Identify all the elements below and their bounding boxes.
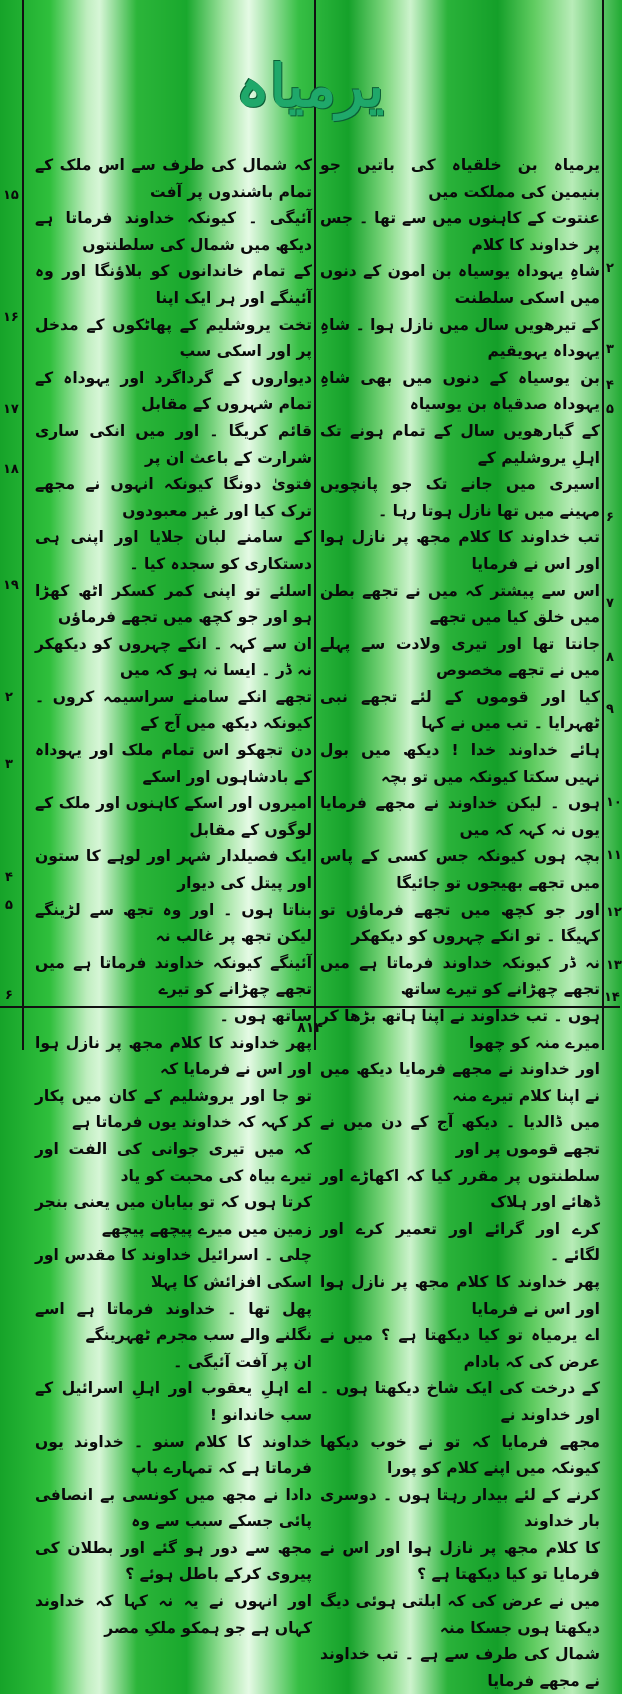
text-line: سلطنتوں پر مقرر کیا کہ اکھاڑے اور ڈھائے اور ہلاک [320,1166,600,1212]
text-line: دن تجھکو اس تمام ملک اور یہوداہ کے بادشاہوں اور اسکے [35,741,312,786]
text-line: شاہِ یہوداہ یوسیاہ بن امون کے دنوں میں اسکی سلطنت [320,262,600,307]
text-line: مجھ سے دور ہو گئے اور بطلان کی پیروی کرکے باطل ہوئے ؟ [35,1538,312,1584]
text-line: ان سے کہہ ۔ انکے چہروں کو دیکھکر نہ ڈر ۔ ایسا نہ ہو کہ میں [35,634,312,680]
text-line: میں نے عرض کی کہ ابلتی ہوئی دیگ دیکھتا ہوں جسکا منہ [320,1592,600,1637]
verse-number: ۲ [5,690,13,705]
right-border-line [602,0,604,1050]
verse-number: ۱۲ [606,905,622,920]
text-line: امیروں اور اسکے کاہنوں اور ملک کے لوگوں کے مقابل [35,794,312,839]
text-line: بن یوسیاہ کے دنوں میں بھی شاہِ یہوداہ صدقیاہ بن یوسیاہ [320,368,600,414]
verse-number: ۴ [606,378,614,393]
text-line: شمال کی طرف سے ہے ۔ تب خداوند نے مجھے فرمایا [320,1645,600,1690]
text-line: تجھے انکے سامنے سراسیمہ کروں ۔ کیونکہ دیکھ میں آج کے [35,687,312,733]
text-line: مجھے فرمایا کہ تو نے خوب دیکھا کیونکہ میں اپنے کلام کو پورا [320,1432,600,1478]
verse-number: ۳ [606,342,614,357]
right-text-column [320,152,600,1694]
text-line: پھر خداوند کا کلام مجھ پر نازل ہوا اور اس نے فرمایا [320,1272,600,1318]
text-line: اور خداوند نے مجھے فرمایا دیکھ میں نے اپنا کلام تیرے منہ [320,1060,600,1105]
text-line: کیا اور قوموں کے لئے تجھے نبی ٹھہرایا ۔ تب میں نے کہا [320,687,600,733]
text-line: کرنے کے لئے بیدار رہتا ہوں ۔ دوسری بار خداوند [320,1485,600,1531]
text-line: یرمیاہ بن خلقیاہ کی باتیں جو بنیمین کی مملکت میں [320,156,600,201]
text-line: دادا نے مجھ میں کونسی بے انصافی پائی جسکے سبب سے وہ [35,1485,312,1531]
book-title: یرمیاہ [235,52,385,120]
text-line: اے اہلِ یعقوب اور اہلِ اسرائیل کے سب خاندانو ! [35,1379,312,1424]
text-line: اس سے پیشتر کہ میں نے تجھے بطن میں خلق کیا میں تجھے [320,581,600,627]
text-line: بچہ ہوں کیونکہ جس کسی کے پاس میں تجھے بھیجوں تو جائیگا [320,847,600,893]
left-text-column [35,152,312,1641]
verse-number: ۶ [5,988,13,1003]
text-line: اے یرمیاہ تو کیا دیکھتا ہے ؟ میں نے عرض کی کہ بادام [320,1326,600,1371]
verse-number: ۹ [606,702,614,717]
text-line: خداوند کا کلام سنو ۔ خداوند یوں فرماتا ہے کہ تمہارے باپ [35,1432,312,1478]
text-line: چلی ۔ اسرائیل خداوند کا مقدس اور اسکی افزائش کا پہلا [35,1246,312,1291]
text-line: دیواروں کے گرداگرد اور یہوداہ کے تمام شہروں کے مقابل [35,368,312,414]
text-line: پھل تھا ۔ خداوند فرماتا ہے اسے نگلنے والے سب مجرم ٹھہرینگے [35,1299,312,1345]
text-line: تو جا اور یروشلیم کے کان میں پکار کر کہہ کہ خداوند یوں فرماتا ہے [35,1086,312,1132]
text-line: ہائے خداوند خدا ! دیکھ میں بول نہیں سکتا کیونکہ میں تو بچہ [320,741,600,786]
text-line: میں ڈالدیا ۔ دیکھ آج کے دن میں نے تجھے قوموں پر اور [320,1113,600,1158]
verse-number: ۱۳ [606,958,622,973]
text-line: نہ ڈر کیونکہ خداوند فرماتا ہے میں تجھے چھڑانے کو تیرے ساتھ [320,953,600,999]
text-line: ہوں ۔ تب خداوند نے اپنا ہاتھ بڑھا کر میرے منہ کو چھوا [320,1007,600,1052]
text-line: ایک فصیلدار شہر اور لوہے کا ستون اور پیتل کی دیوار [35,847,312,893]
text-line: ساتھ ہوں ۔ [219,1007,312,1025]
verse-number: ۱۰ [606,795,622,810]
text-line: تخت یروشلیم کے پھاٹکوں کے مدخل پر اور اسکی سب [35,315,312,361]
text-line: عنتوت کے کاہنوں میں سے تھا ۔ جس پر خداوند کا کلام [320,209,600,254]
text-line: کا کلام مجھ پر نازل ہوا اور اس نے فرمایا تو کیا دیکھتا ہے ؟ [320,1538,600,1584]
text-line: تب خداوند کا کلام مجھ پر نازل ہوا اور اس نے فرمایا [320,528,600,573]
text-line: اسلئے تو اپنی کمر کسکر اٹھ کھڑا ہو اور جو کچھ میں تجھے فرماؤں [35,581,312,627]
verse-number: ۱۴ [604,990,620,1005]
text-line: قائم کریگا ۔ اور میں انکی ساری شرارت کے باعث ان پر [35,421,312,467]
column-divider-line [314,0,316,1050]
verse-number: ۷ [606,596,614,611]
verse-number: ۵ [606,402,614,417]
text-line: ان پر آفت آئیگی ۔ [173,1352,312,1371]
verse-number: ۱۶ [3,310,19,325]
text-line: فتویٰ دونگا کیونکہ انہوں نے مجھے ترک کیا اور غیر معبودوں [35,475,312,520]
text-line: اور جو کچھ میں تجھے فرماؤں تو کہیگا ۔ تو انکے چہروں کو دیکھکر [320,900,600,946]
text-line: اور انہوں نے یہ نہ کہا کہ خداوند کہاں ہے جو ہمکو ملکِ مصر [35,1592,312,1637]
verse-number: ۱۹ [3,578,19,593]
text-line: کے سامنے لبان جلایا اور اپنی ہی دستکاری کو سجدہ کیا ۔ [35,528,312,573]
text-line: کہ میں تیری جوانی کی الفت اور تیرے بیاہ کی محبت کو یاد [35,1139,312,1185]
text-line: پھر خداوند کا کلام مجھ پر نازل ہوا اور اس نے فرمایا کہ [35,1033,312,1079]
left-border-line [22,0,24,1050]
verse-number: ۱۱ [606,848,622,863]
text-line: کے تمام خاندانوں کو بلاؤنگا اور وہ آئینگے اور ہر ایک اپنا [35,262,312,307]
text-line: کے گیارھویں سال کے تمام ہونے تک اہلِ یروشلیم کے [320,421,600,467]
text-line: اسیری میں جانے تک جو پانچویں مہینے میں تھا نازل ہوتا رہا ۔ [320,475,600,520]
page-number: ۸۱۴ [297,1020,323,1036]
verse-number: ۱۸ [3,462,19,477]
verse-number: ۱۵ [3,188,19,203]
text-line: کہ شمال کی طرف سے اس ملک کے تمام باشندوں پر آفت [35,156,312,201]
verse-number: ۶ [606,510,614,525]
text-line: جانتا تھا اور تیری ولادت سے پہلے میں نے تجھے مخصوص [320,634,600,680]
verse-number: ۵ [5,898,13,913]
verse-number: ۱۷ [3,402,19,417]
text-line: ہوں ۔ لیکن خداوند نے مجھے فرمایا یوں نہ کہہ کہ میں [320,794,600,839]
text-line: آئیگی ۔ کیونکہ خداوند فرماتا ہے دیکھ میں شمال کی سلطنتوں [35,209,312,254]
text-line: کے تیرھویں سال میں نازل ہوا ۔ شاہِ یہوداہ یہویقیم [320,315,600,361]
text-line: کے درخت کی ایک شاخ دیکھتا ہوں ۔ اور خداوند نے [320,1379,600,1424]
text-line: آئینگے کیونکہ خداوند فرماتا ہے میں تجھے چھڑانے کو تیرے [35,953,312,999]
verse-number: ۴ [5,870,13,885]
text-line: کرے اور گرائے اور تعمیر کرے اور لگائے ۔ [320,1219,600,1265]
verse-number: ۲ [606,261,614,276]
verse-number: ۸ [606,650,614,665]
text-line: بناتا ہوں ۔ اور وہ تجھ سے لڑینگے لیکن تجھ پر غالب نہ [35,900,312,946]
verse-number: ۳ [5,757,13,772]
text-line: کرتا ہوں کہ تو بیابان میں یعنی بنجر زمین میں میرے پیچھے پیچھے [35,1193,312,1238]
